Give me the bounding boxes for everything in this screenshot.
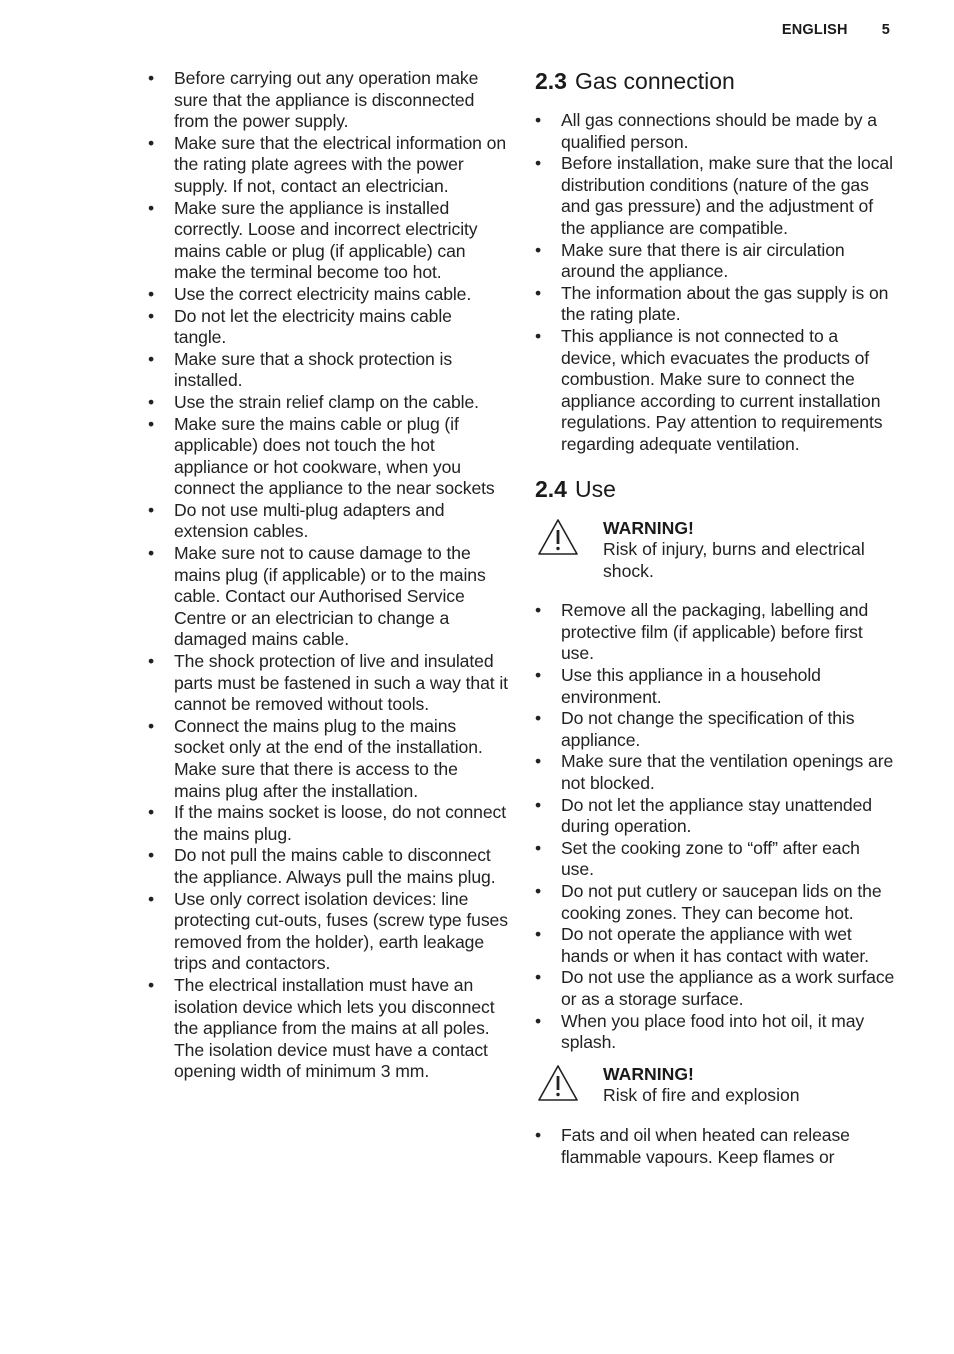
list-item: • Remove all the packaging, labelling and protective film (if applicable) before first use. [535, 600, 895, 665]
list-item: • The electrical installation must have an isolation device which lets you disconnect the appliance from the mains at all poles. The isolation device must have a contact opening width of minimum 3 mm. [148, 975, 508, 1083]
list-item: • Do not use multi-plug adapters and extension cables. [148, 500, 508, 543]
list-item: • Do not put cutlery or saucepan lids on the cooking zones. They can become hot. [535, 881, 895, 924]
use-list [535, 600, 895, 1053]
list-item: • Use the strain relief clamp on the cable. [148, 392, 508, 414]
list-item: • This appliance is not connected to a device, which evacuates the products of combustion. Make sure to connect the appliance according to current installation regulations. Pay attention to requirements regarding adequate ventilation. [535, 326, 895, 456]
list-item: • Make sure the appliance is installed correctly. Loose and incorrect electricity mains cable or plug (if applicable) can make the terminal become too hot. [148, 198, 508, 284]
list-item: • If the mains socket is loose, do not connect the mains plug. [148, 802, 508, 845]
warning-triangle-icon [537, 518, 579, 556]
right-column [535, 66, 895, 1168]
section-heading-gas-connection [535, 66, 895, 96]
list-item: • Do not operate the appliance with wet hands or when it has contact with water. [535, 924, 895, 967]
list-item: • Make sure that a shock protection is installed. [148, 349, 508, 392]
list-item: • Use the correct electricity mains cable. [148, 284, 508, 306]
list-item: • Do not use the appliance as a work surface or as a storage surface. [535, 967, 895, 1010]
list-item: • Make sure that there is air circulation around the appliance. [535, 240, 895, 283]
list-item: • The information about the gas supply is on the rating plate. [535, 283, 895, 326]
list-item: • Do not let the electricity mains cable tangle. [148, 306, 508, 349]
page-header [782, 22, 890, 38]
section-number: 2.3 [535, 68, 567, 94]
list-item: • Before installation, make sure that the local distribution conditions (nature of the gas and gas pressure) and the adjustment of the appliance are compatible. [535, 153, 895, 239]
list-item: • When you place food into hot oil, it may splash. [535, 1011, 895, 1054]
page-number: 5 [881, 22, 890, 38]
section-number: 2.4 [535, 475, 567, 502]
section-title: Gas connection [574, 68, 735, 94]
list-item: • Connect the mains plug to the mains socket only at the end of the installation. Make sure that there is access to the mains plug after the installation. [148, 716, 508, 802]
list-item: • Before carrying out any operation make sure that the appliance is disconnected from the power supply. [148, 68, 508, 133]
list-item: • All gas connections should be made by a qualified person. [535, 110, 895, 153]
warning-title: WARNING! [603, 1063, 694, 1084]
list-item: • Fats and oil when heated can release flammable vapours. Keep flames or [535, 1125, 895, 1168]
section-title: Use [574, 475, 616, 502]
warning-text: Risk of injury, burns and electrical shock. [603, 539, 865, 581]
list-item: • Make sure that the ventilation openings are not blocked. [535, 751, 895, 794]
left-column [148, 68, 508, 1083]
list-item: • Make sure the mains cable or plug (if applicable) does not touch the hot appliance or hot cookware, when you connect the appliance to the near sockets [148, 414, 508, 500]
warning-box [535, 1064, 895, 1107]
gas-connection-list [535, 110, 895, 456]
electrical-safety-list [148, 68, 508, 1083]
list-item: • Set the cooking zone to “off” after each use. [535, 838, 895, 881]
list-item: • Use only correct isolation devices: line protecting cut-outs, fuses (screw type fuses removed from the holder), earth leakage trips and contactors. [148, 889, 508, 975]
warning-triangle-icon [537, 1064, 579, 1102]
warning-box [535, 518, 895, 583]
warning-text: Risk of fire and explosion [603, 1085, 800, 1106]
list-item: • Use this appliance in a household environment. [535, 665, 895, 708]
warning-title: WARNING! [603, 517, 694, 538]
fire-safety-list [535, 1125, 895, 1168]
list-item: • Do not let the appliance stay unattended during operation. [535, 795, 895, 838]
list-item: • Do not change the specification of this appliance. [535, 708, 895, 751]
list-item: • The shock protection of live and insulated parts must be fastened in such a way that it cannot be removed without tools. [148, 651, 508, 716]
section-heading-use [535, 474, 895, 504]
list-item: • Make sure that the electrical information on the rating plate agrees with the power supply. If not, contact an electrician. [148, 133, 508, 198]
list-item: • Do not pull the mains cable to disconnect the appliance. Always pull the mains plug. [148, 845, 508, 888]
list-item: • Make sure not to cause damage to the mains plug (if applicable) or to the mains cable. Contact our Authorised Service Centre or an electrician to change a damaged mains cable. [148, 543, 508, 651]
language-label: ENGLISH [781, 22, 848, 38]
